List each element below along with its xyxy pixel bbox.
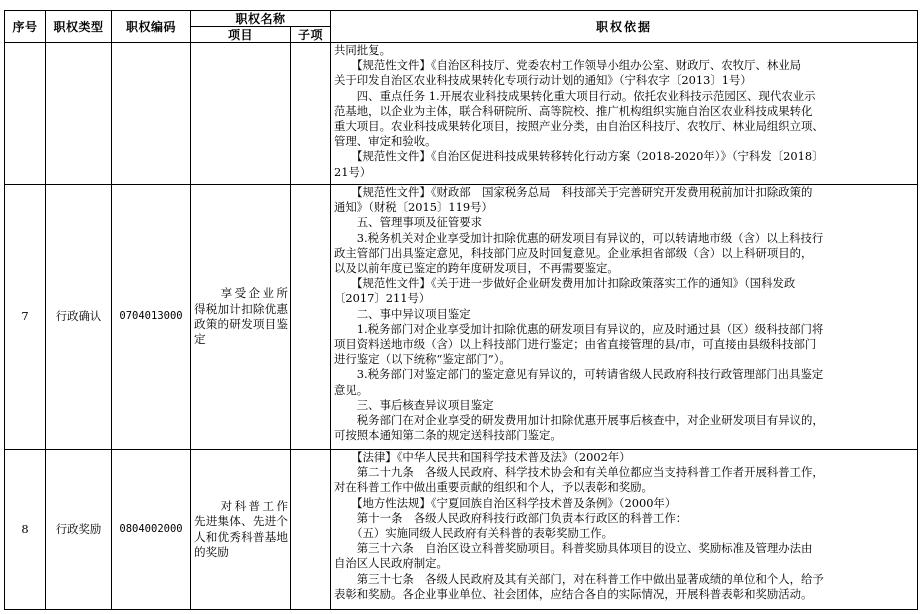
- row-8-basis: [334, 450, 916, 602]
- row-8-item: 对科普工作先进集体、先进个人和优秀科普基地的奖励: [194, 498, 288, 559]
- basis-line: 三、事后核查异议项目鉴定: [334, 397, 494, 412]
- row-7-basis: [334, 185, 916, 443]
- header-type: 职权类型: [53, 20, 104, 34]
- basis-line: 通知》（财税〔2015〕119号）: [334, 200, 493, 215]
- basis-line: 税务部门在对企业享受的研发费用加计扣除优惠开展事后核查中，对企业研发项目有异议的，: [334, 413, 824, 428]
- authority-table: [4, 10, 918, 610]
- basis-line: 自治区人民政府制定。: [334, 556, 448, 571]
- row-7-item-wrap: [194, 185, 288, 449]
- header-sub: 子项: [297, 28, 323, 42]
- basis-line: 以及以前年度已鉴定的跨年度研发项目，不再需要鉴定。: [334, 261, 619, 276]
- basis-line: 对在科普工作中做出重要贡献的组织和个人，予以表彰和奖励。: [334, 480, 653, 495]
- basis-line: 五、管理事项及征管要求: [334, 215, 483, 230]
- header-seq: 序号: [12, 20, 38, 34]
- header-name-group: 职权名称: [235, 12, 286, 26]
- basis-line: 关于印发自治区农业科技成果转化专项行动计划的通知》（宁科农字〔2013〕1号）: [334, 73, 752, 88]
- basis-line: 第三十七条 各级人民政府及其有关部门，对在科普工作中做出显著成绩的单位和个人，给予: [334, 571, 824, 586]
- basis-line: 管理、审定和验收。: [334, 134, 437, 149]
- row-7-code: 0704013000: [119, 310, 183, 323]
- basis-line: 〔2017〕211号）: [334, 291, 431, 306]
- row-7-item: 享受企业所得税加计扣除优惠政策的研发项目鉴定: [194, 286, 288, 347]
- basis-line: 3.税务部门对鉴定部门的鉴定意见有异议的，可转请省级人民政府科技行政管理部门出具鉴定: [334, 367, 824, 382]
- basis-line: 二、事中异议项目鉴定: [334, 306, 471, 321]
- header-code: 职权编码: [125, 20, 176, 34]
- row-8-code: 0804002000: [119, 522, 183, 535]
- row-7-type: 行政确认: [55, 309, 102, 324]
- row-8-type: 行政奖励: [55, 521, 102, 536]
- basis-line: 第三十六条 自治区设立科普奖励项目。科普奖励具体项目的设立、奖励标准及管理办法由: [334, 541, 813, 556]
- basis-line: 共同批复。: [334, 43, 391, 57]
- rule-right: [917, 10, 918, 610]
- basis-line: 1.税务部门对企业享受加计扣除优惠的研发项目有异议的，应及时通过县（区）级科技部门将: [334, 321, 824, 336]
- basis-line: 表彰和奖励。各企业事业单位、社会团体，应结合各自的实际情况，开展科普表彰和奖励活动。: [334, 586, 813, 601]
- basis-line: 项目资料送地市级（含）以上科技部门进行鉴定；由省直接管理的县/市，可直接由县级科技部门: [334, 337, 817, 352]
- basis-line: 四、重点任务 1.开展农业科技成果转化重大项目行动。依托农业科技示范园区、现代农业示: [334, 88, 816, 103]
- basis-line: （五）实施同级人民政府有关科普的表彰奖励工作。: [334, 526, 614, 541]
- basis-line: 【规范性文件】《自治区促进科技成果转移转化行动方案（2018-2020年）》（宁科发〔2018〕: [334, 149, 824, 164]
- basis-line: 【法律】《中华人民共和国科学技术普及法》（2002年）: [334, 450, 631, 464]
- basis-line: 意见。: [334, 382, 369, 397]
- basis-line: 进行鉴定（以下统称“鉴定部门”）。: [334, 352, 511, 367]
- row-1-basis: [334, 43, 916, 180]
- basis-line: 政主管部门出具鉴定意见，科技部门应及时回复意见。企业承担省部级（含）以上科研项目的，: [334, 245, 813, 260]
- basis-line: 21号）: [334, 164, 372, 179]
- rule-col-3: [190, 10, 191, 610]
- rule-col-5: [330, 10, 331, 610]
- row-8-item-wrap: [194, 450, 288, 609]
- basis-line: 【地方性法规】《宁夏回族自治区科学技术普及条例》（2000年）: [334, 495, 677, 510]
- basis-line: 范基地，以企业为主体，联合科研院所、高等院校、推广机构组织实施自治区农业科技成果转化: [334, 103, 813, 118]
- header-item: 项目: [227, 28, 253, 42]
- rule-col-4: [290, 26, 291, 610]
- basis-line: 【规范性文件】《财政部 国家税务总局 科技部关于完善研究开发费用税前加计扣除政策的: [334, 185, 813, 199]
- basis-line: 【规范性文件】《关于进一步做好企业研发费用加计扣除政策落实工作的通知》（国科发政: [334, 276, 796, 291]
- basis-line: 3.税务机关对企业享受加计扣除优惠的研发项目有异议的，可以转请地市级（含）以上科技行: [334, 230, 824, 245]
- basis-line: 重大项目。农业科技成果转化项目，按照产业分类，由自治区科技厅、农牧厅、林业局组织立项、: [334, 119, 824, 134]
- row-8-seq: 8: [21, 521, 29, 536]
- rule-bottom: [4, 609, 918, 610]
- header-basis: 职权依据: [595, 20, 652, 34]
- basis-line: 第二十九条 各级人民政府、科学技术协会和有关单位都应当支持科普工作者开展科普工作，: [334, 465, 824, 480]
- basis-line: 【规范性文件】《自治区科技厅、党委农村工作领导小组办公室、财政厅、农牧厅、林业局: [334, 58, 802, 73]
- row-7-seq: 7: [21, 309, 29, 324]
- basis-line: 第十一条 各级人民政府科技行政部门负责本行政区的科普工作：: [334, 510, 688, 525]
- basis-line: 可按照本通知第二条的规定送科技部门鉴定。: [334, 428, 562, 443]
